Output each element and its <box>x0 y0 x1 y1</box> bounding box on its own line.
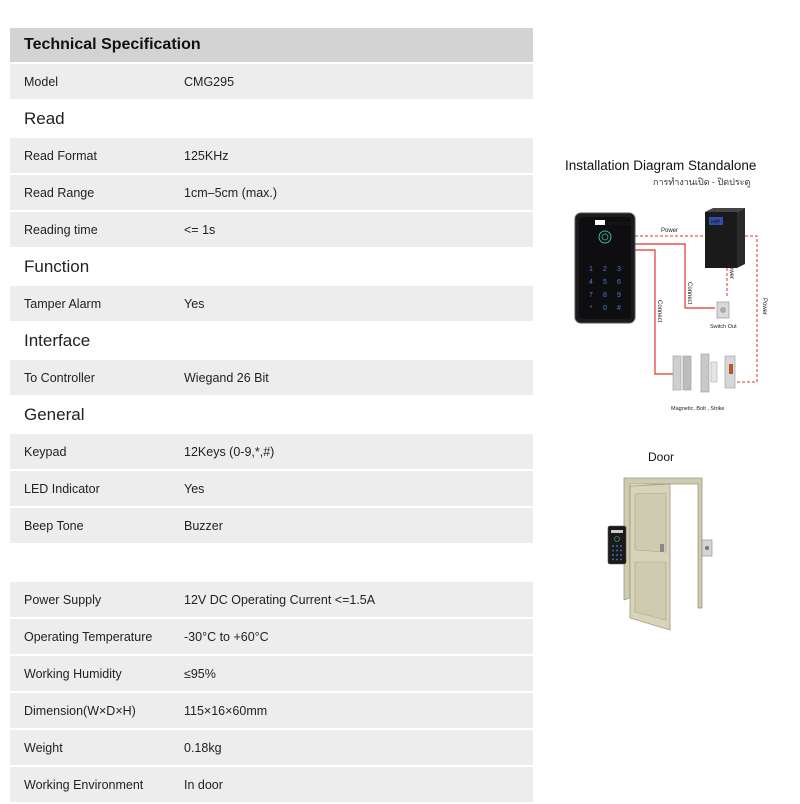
spec-key: Reading time <box>24 222 98 237</box>
label-power-right: Power <box>761 298 767 316</box>
section-function-title: Function <box>24 256 90 276</box>
spec-key: Tamper Alarm <box>24 296 102 311</box>
spec-value: 125KHz <box>184 148 229 163</box>
keypad-key: # <box>617 305 621 312</box>
keypad-key: 1 <box>589 266 593 273</box>
label-power-mid: Power <box>728 262 734 280</box>
spec-value: <= 1s <box>184 222 216 237</box>
spec-value: 12V DC Operating Current <=1.5A <box>184 592 376 607</box>
keypad-key: 2 <box>603 266 607 273</box>
spec-value: 12Keys (0-9,*,#) <box>184 444 275 459</box>
keypad-key: 3 <box>617 266 621 273</box>
spec-value: 1cm–5cm (max.) <box>184 185 278 200</box>
mini-key-dot <box>612 545 614 547</box>
label-connect-mid: Connect <box>686 282 692 305</box>
spec-value: Wiegand 26 Bit <box>184 370 269 385</box>
label-locks: Magnetic, Bolt , Strike <box>671 406 725 412</box>
spec-value: In door <box>184 777 223 792</box>
spec-row <box>10 619 533 654</box>
spec-key: LED Indicator <box>24 481 100 496</box>
spec-value: ≤95% <box>184 666 216 681</box>
label-connect-left: Connect <box>656 300 662 323</box>
door-illustration <box>590 448 740 638</box>
spec-row <box>10 434 533 469</box>
spec-row <box>10 212 533 247</box>
mini-key-dot <box>620 554 622 556</box>
section-interface-title: Interface <box>24 330 91 350</box>
mini-key-dot <box>616 545 618 547</box>
keypad-key: 5 <box>603 279 607 286</box>
spec-row <box>10 360 533 395</box>
diagram-title: Installation Diagram Standalone <box>565 158 757 173</box>
spec-key: Keypad <box>24 444 67 459</box>
spec-row <box>10 693 533 728</box>
keypad-key: 6 <box>617 279 621 286</box>
mini-key-dot <box>620 559 622 561</box>
keypad-key: * <box>589 305 593 312</box>
spec-row <box>10 656 533 691</box>
spec-value: Buzzer <box>184 518 223 533</box>
keypad-key: 8 <box>603 292 607 299</box>
mini-key-dot <box>612 550 614 552</box>
label-switch-out: Switch Out <box>710 324 737 330</box>
spec-row-model <box>10 64 533 99</box>
spec-row <box>10 138 533 173</box>
exit-switch-icon <box>717 302 729 318</box>
spec-header: Technical Specification <box>10 28 533 62</box>
keypad-key: 9 <box>617 292 621 299</box>
spec-value: 115×16×60mm <box>184 703 268 718</box>
mini-key-dot <box>620 545 622 547</box>
door-diagram <box>590 448 740 638</box>
spec-table <box>10 28 533 804</box>
keypad-key: 4 <box>589 279 593 286</box>
spec-row <box>10 767 533 802</box>
spec-value: Yes <box>184 481 205 496</box>
mini-key-dot <box>620 550 622 552</box>
locks-icon <box>673 354 735 392</box>
spec-key: Dimension(W×D×H) <box>24 703 136 718</box>
spec-key: Working Environment <box>24 777 144 792</box>
mini-key-dot <box>616 554 618 556</box>
controller-brand: HIP <box>711 219 721 226</box>
diagram-subtitle: การทำงานเปิด - ปิดประตู <box>653 177 751 187</box>
spec-value: CMG295 <box>184 74 235 89</box>
lock-strike-icon <box>702 540 712 556</box>
spec-key: Read Format <box>24 148 97 163</box>
mini-key-dot <box>616 559 618 561</box>
mini-key-dot <box>612 559 614 561</box>
spec-key: Model <box>24 74 59 89</box>
spec-row <box>10 175 533 210</box>
spec-value: Yes <box>184 296 205 311</box>
spec-row <box>10 730 533 765</box>
section-general-title: General <box>24 404 85 424</box>
spec-key: To Controller <box>24 370 95 385</box>
keypad-key: 0 <box>603 305 607 312</box>
spec-key: Power Supply <box>24 592 102 607</box>
spec-key: Read Range <box>24 185 95 200</box>
label-power-top: Power <box>661 228 679 234</box>
spec-key: Operating Temperature <box>24 629 153 644</box>
mini-key-dot <box>616 550 618 552</box>
section-read-title: Read <box>24 108 65 128</box>
spec-row <box>10 582 533 617</box>
keypad-key: 7 <box>589 292 593 299</box>
wiring-illustration <box>555 150 785 420</box>
reader-brand: HIP CMG295 <box>606 221 633 226</box>
spec-key: Working Humidity <box>24 666 122 681</box>
spec-row <box>10 471 533 506</box>
installation-diagram <box>555 150 785 420</box>
controller-box-icon <box>705 208 745 268</box>
door-title: Door <box>648 450 675 464</box>
spec-value: 0.18kg <box>184 740 222 755</box>
spec-value: -30°C to +60°C <box>184 629 269 644</box>
spec-row <box>10 508 533 543</box>
spec-key: Weight <box>24 740 63 755</box>
spacer <box>10 545 533 582</box>
mounted-reader-icon <box>608 526 626 564</box>
door-panel-icon <box>630 484 670 630</box>
mini-key-dot <box>612 554 614 556</box>
spec-key: Beep Tone <box>24 518 84 533</box>
spec-row <box>10 286 533 321</box>
